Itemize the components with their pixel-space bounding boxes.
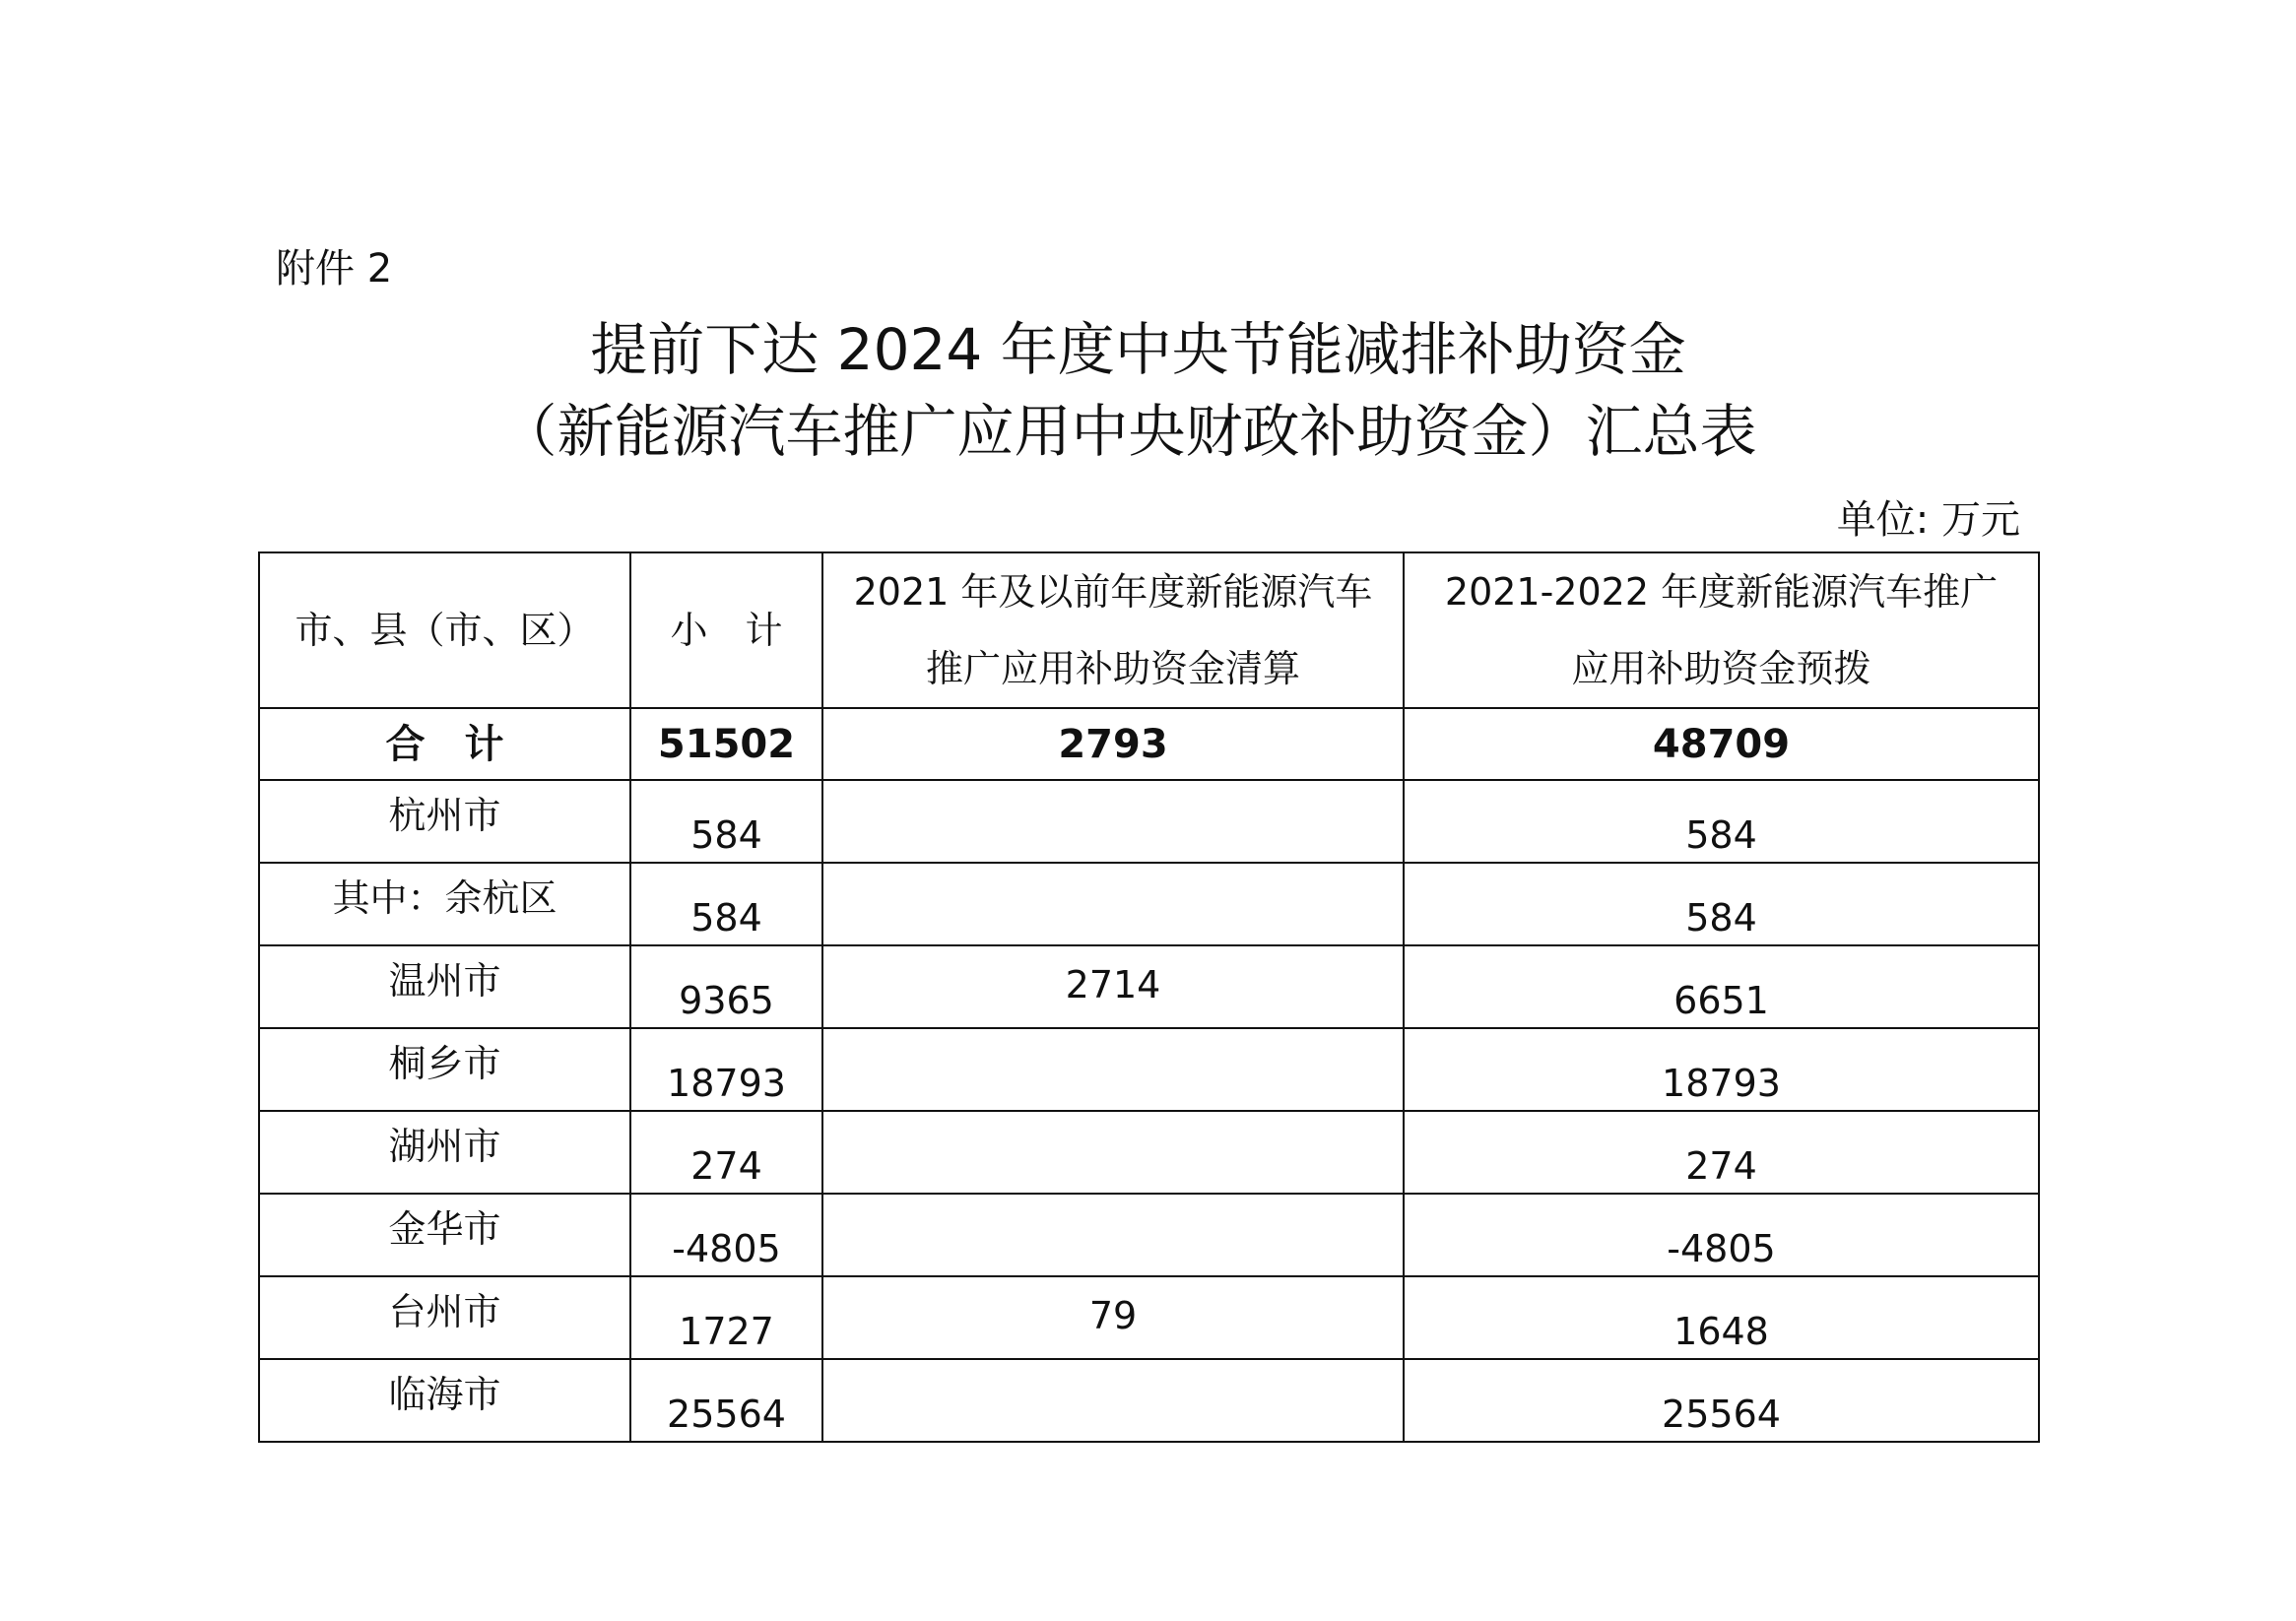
region-settlement: 2714	[822, 945, 1404, 1028]
region-name: 金华市	[259, 1194, 630, 1276]
table-row	[259, 780, 2039, 863]
region-name: 其中：余杭区	[259, 863, 630, 945]
region-name: 杭州市	[259, 780, 630, 863]
region-subtotal: 18793	[630, 1028, 822, 1111]
header-advance-line1: 2021-2022 年度新能源汽车推广	[1444, 570, 1999, 614]
region-advance: 1648	[1404, 1276, 2039, 1359]
region-advance: 6651	[1404, 945, 2039, 1028]
header-advance	[1404, 552, 2039, 708]
header-advance-line2: 应用补助资金预拨	[1571, 647, 1871, 690]
table-row	[259, 1276, 2039, 1359]
region-subtotal: 1727	[630, 1276, 822, 1359]
region-settlement	[822, 1111, 1404, 1194]
header-settlement	[822, 552, 1404, 708]
total-name: 合 计	[259, 708, 630, 780]
table-row	[259, 1028, 2039, 1111]
region-name: 桐乡市	[259, 1028, 630, 1111]
header-settlement-line1: 2021 年及以前年度新能源汽车	[853, 570, 1373, 614]
region-advance: -4805	[1404, 1194, 2039, 1276]
region-settlement	[822, 1028, 1404, 1111]
total-advance: 48709	[1404, 708, 2039, 780]
region-name: 临海市	[259, 1359, 630, 1442]
unit-label: 单位: 万元	[1836, 497, 2020, 543]
attachment-label: 附件 2	[276, 246, 393, 292]
summary-table	[258, 551, 2040, 1443]
region-advance: 25564	[1404, 1359, 2039, 1442]
table-header-row	[259, 552, 2039, 708]
region-name: 湖州市	[259, 1111, 630, 1194]
region-subtotal: -4805	[630, 1194, 822, 1276]
region-settlement	[822, 780, 1404, 863]
region-subtotal: 584	[630, 863, 822, 945]
table-row	[259, 1194, 2039, 1276]
region-subtotal: 274	[630, 1111, 822, 1194]
region-settlement	[822, 1359, 1404, 1442]
region-advance: 584	[1404, 780, 2039, 863]
page-title-line2: （新能源汽车推广应用中央财政补助资金）汇总表	[499, 398, 1757, 465]
region-name: 温州市	[259, 945, 630, 1028]
region-advance: 584	[1404, 863, 2039, 945]
region-subtotal: 584	[630, 780, 822, 863]
page-title-line1: 提前下达 2024 年度中央节能减排补助资金	[590, 316, 1686, 383]
region-settlement	[822, 1194, 1404, 1276]
header-settlement-line2: 推广应用补助资金清算	[925, 647, 1300, 690]
total-subtotal: 51502	[630, 708, 822, 780]
total-row	[259, 708, 2039, 780]
table-row	[259, 863, 2039, 945]
region-advance: 274	[1404, 1111, 2039, 1194]
region-name: 台州市	[259, 1276, 630, 1359]
table-row	[259, 945, 2039, 1028]
header-subtotal: 小 计	[630, 552, 822, 708]
region-advance: 18793	[1404, 1028, 2039, 1111]
table-row	[259, 1359, 2039, 1442]
region-settlement	[822, 863, 1404, 945]
total-settlement: 2793	[822, 708, 1404, 780]
region-settlement: 79	[822, 1276, 1404, 1359]
header-region: 市、县（市、区）	[259, 552, 630, 708]
region-subtotal: 25564	[630, 1359, 822, 1442]
region-subtotal: 9365	[630, 945, 822, 1028]
table-row	[259, 1111, 2039, 1194]
